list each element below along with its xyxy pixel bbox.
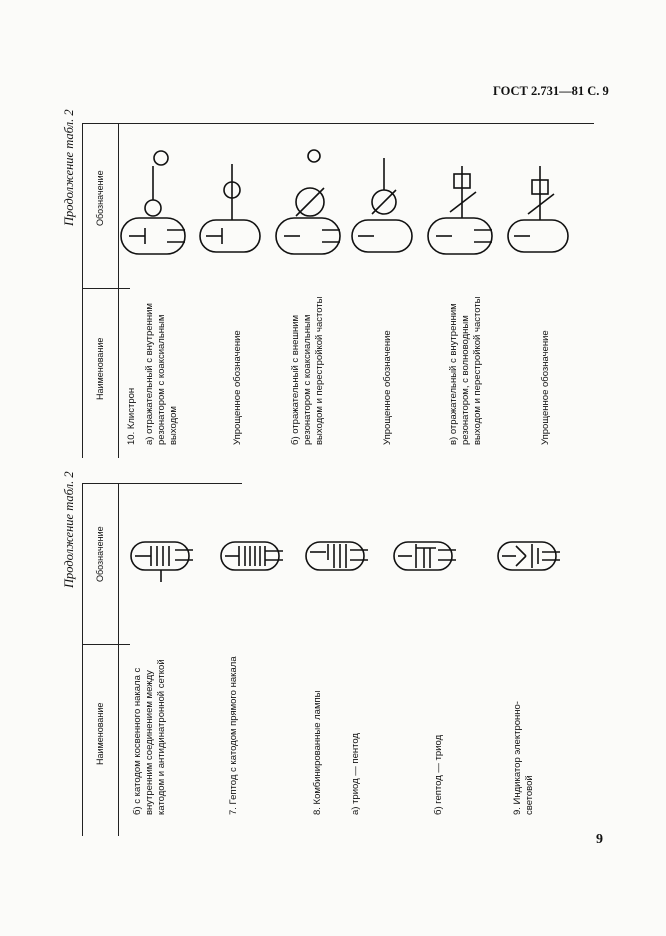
right-row-6-name: в) отражательный с внутренним резонатором, с волноводным выходом и перестройкой частоты xyxy=(448,296,483,445)
left-col-symbol: Обозначение xyxy=(95,526,105,582)
klystron-external-simplified-icon xyxy=(352,158,412,252)
klystron-waveguide-icon xyxy=(428,166,492,254)
right-row-4-name: б) отражательный с внешним резонатором с коаксиальным выходом и перестройкой частоты xyxy=(290,296,325,445)
right-col-symbol: Обозначение xyxy=(95,170,105,226)
klystron-simplified-icon xyxy=(200,164,260,252)
triode-pentode-icon xyxy=(306,542,368,570)
left-continuation: Продолжение табл. 2 xyxy=(62,471,76,588)
page-number: 9 xyxy=(596,832,603,847)
left-row-1-name: б) с катодом косвенного накала с внутренним соединением между катодом и антидинатронной сеткой xyxy=(132,659,167,815)
left-row-4-name: а) триод — пентод xyxy=(350,733,361,815)
heptode-triode-icon xyxy=(394,542,456,570)
klystron-waveguide-simplified-icon xyxy=(508,166,568,252)
left-col-name: Наименование xyxy=(95,702,105,765)
right-row-5-name: Упрощенное обозначение xyxy=(382,330,393,445)
heptode-icon xyxy=(221,542,283,570)
right-row-1-name: 10. Клистрон xyxy=(126,387,137,445)
electron-ray-indicator-icon xyxy=(498,542,560,570)
right-row-7-name: Упрощенное обозначение xyxy=(540,330,551,445)
left-row-2-name: 7. Гептод с катодом прямого накала xyxy=(228,656,239,815)
left-row-3-name: 8. Комбинированные лампы xyxy=(312,690,323,815)
left-row-5-name: б) гептод — триод xyxy=(433,734,444,815)
header-code: ГОСТ 2.731—81 С. 9 xyxy=(493,84,609,98)
right-row-2-name: а) отражательный с внутренним резонатором с коаксиальным выходом xyxy=(144,303,179,445)
left-row-6-name: 9. Индикатор электронно-световой xyxy=(512,701,535,815)
right-continuation: Продолжение табл. 2 xyxy=(62,109,76,226)
tube-indirect-cathode-icon xyxy=(131,542,193,582)
klystron-coax-icon xyxy=(121,151,185,254)
right-row-3-name: Упрощенное обозначение xyxy=(232,330,243,445)
right-col-name: Наименование xyxy=(95,337,105,400)
klystron-external-icon xyxy=(276,150,340,254)
